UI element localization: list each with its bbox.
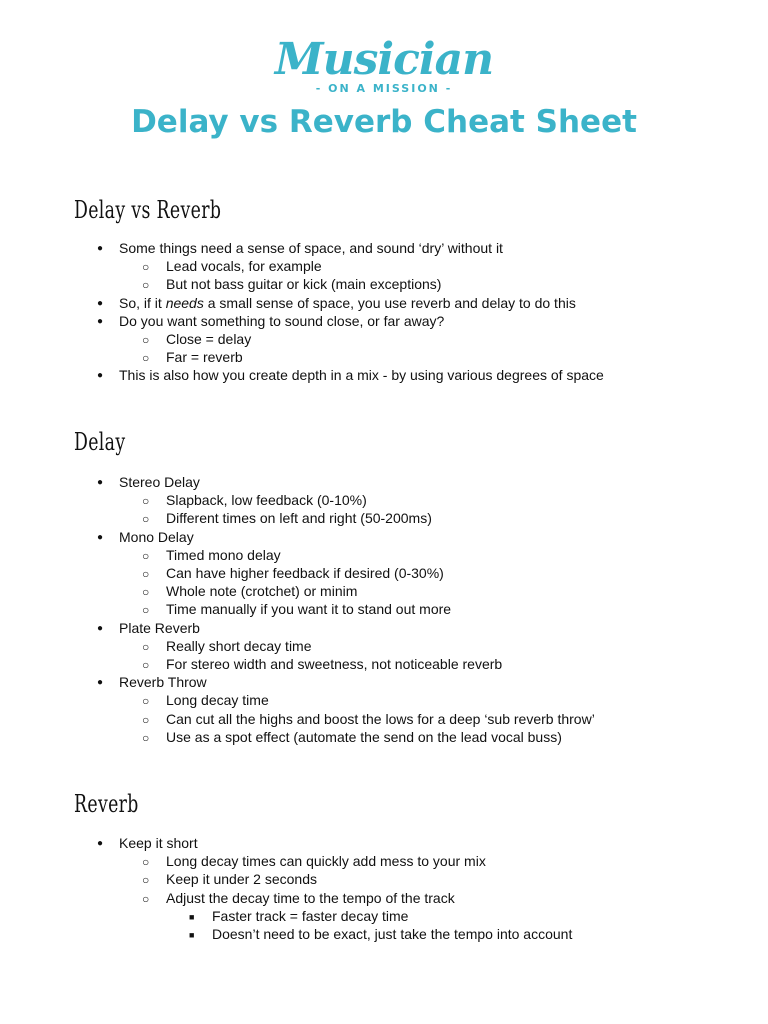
bullet-circle-icon: ○ bbox=[142, 512, 150, 527]
list-item-text: So, if it bbox=[119, 294, 166, 311]
bullet-square-icon: ■ bbox=[189, 911, 195, 922]
bullet-circle-icon: ○ bbox=[142, 333, 150, 348]
list-item bbox=[0, 564, 595, 582]
list-item bbox=[0, 366, 604, 384]
bullet-dot-icon: ● bbox=[97, 370, 104, 382]
list-item bbox=[0, 925, 572, 943]
list-item bbox=[0, 834, 572, 852]
list-item-text: This is also how you create depth in a mix - by using various degrees of space bbox=[119, 367, 604, 384]
list-item bbox=[0, 691, 595, 709]
list-item bbox=[0, 312, 604, 330]
bullet-circle-icon: ○ bbox=[142, 494, 150, 509]
list-item-text: Whole note (crotchet) or minim bbox=[166, 583, 358, 600]
list-item-text: Adjust the decay time to the tempo of the track bbox=[166, 889, 455, 906]
bullet-square-icon: ■ bbox=[189, 930, 195, 941]
bullet-dot-icon: ● bbox=[97, 677, 104, 689]
list-item bbox=[0, 870, 572, 888]
list-item-text: Really short decay time bbox=[166, 637, 312, 654]
bullet-dot-icon: ● bbox=[97, 297, 104, 309]
list-item-text: But not bass guitar or kick (main exceptions) bbox=[166, 276, 442, 293]
list-item bbox=[0, 491, 595, 509]
list-item-text: Stereo Delay bbox=[119, 474, 200, 490]
list-item bbox=[0, 275, 604, 293]
list-item-text: a small sense of space, you use reverb and delay to do this bbox=[203, 294, 576, 311]
list-item-text: Can have higher feedback if desired (0-30%) bbox=[166, 565, 444, 582]
list-item bbox=[0, 239, 604, 257]
list-item bbox=[0, 637, 595, 655]
list-item bbox=[0, 473, 595, 491]
bullet-circle-icon: ○ bbox=[142, 603, 150, 618]
bullet-circle-icon: ○ bbox=[142, 855, 150, 870]
bullet-circle-icon: ○ bbox=[142, 694, 150, 709]
bullet-dot-icon: ● bbox=[97, 838, 104, 849]
list-item bbox=[0, 655, 595, 673]
list-item-text: Lead vocals, for example bbox=[166, 258, 322, 275]
bullet-circle-icon: ○ bbox=[142, 585, 150, 600]
list-item-text: Keep it short bbox=[119, 835, 198, 851]
list-item-text: Doesn’t need to be exact, just take the tempo into account bbox=[212, 926, 573, 943]
list-item bbox=[0, 619, 595, 637]
brand-logo bbox=[0, 34, 768, 95]
list-item-text: Long decay times can quickly add mess to your mix bbox=[166, 853, 486, 870]
bullet-dot-icon: ● bbox=[97, 622, 104, 634]
bullet-dot-icon: ● bbox=[97, 477, 104, 488]
bullet-circle-icon: ○ bbox=[142, 351, 150, 366]
section-heading-delay: Delay bbox=[74, 428, 126, 456]
list-item-text: Keep it under 2 seconds bbox=[166, 871, 317, 888]
list-item-text: Close = delay bbox=[166, 331, 252, 348]
bullet-dot-icon: ● bbox=[97, 243, 104, 254]
list-item bbox=[0, 330, 604, 348]
list-item-text: Slapback, low feedback (0-10%) bbox=[166, 492, 367, 509]
list-item bbox=[0, 728, 595, 746]
bullet-circle-icon: ○ bbox=[142, 712, 150, 727]
section-heading-reverb: Reverb bbox=[74, 790, 139, 818]
list-item bbox=[0, 907, 572, 925]
list-item-text: Different times on left and right (50-200ms) bbox=[166, 510, 432, 527]
bullet-dot-icon: ● bbox=[97, 315, 104, 327]
bullet-circle-icon: ○ bbox=[142, 260, 150, 275]
bullet-circle-icon: ○ bbox=[142, 891, 150, 906]
page-title: Delay vs Reverb Cheat Sheet bbox=[131, 104, 637, 140]
list-item bbox=[0, 673, 595, 691]
list-item bbox=[0, 582, 595, 600]
list-item-text: For stereo width and sweetness, not noticeable reverb bbox=[166, 656, 503, 673]
list-item bbox=[0, 600, 595, 618]
list-item-text: Faster track = faster decay time bbox=[212, 907, 409, 924]
bullet-circle-icon: ○ bbox=[142, 548, 150, 563]
list-item bbox=[0, 528, 595, 546]
section-heading-delay-vs-reverb: Delay vs Reverb bbox=[74, 196, 222, 224]
list-item-text: Some things need a sense of space, and sound ‘dry’ without it bbox=[119, 240, 503, 256]
logo-tagline: - ON A MISSION - bbox=[315, 82, 453, 95]
list-item-text: Timed mono delay bbox=[166, 546, 281, 563]
list-item bbox=[0, 348, 604, 366]
list-item bbox=[0, 257, 604, 275]
list-item-text: Use as a spot effect (automate the send on the lead vocal buss) bbox=[166, 728, 562, 745]
list-item-text: Can cut all the highs and boost the lows for a deep ‘sub reverb throw’ bbox=[166, 710, 595, 727]
bullet-circle-icon: ○ bbox=[142, 730, 150, 745]
list-item-text: Far = reverb bbox=[166, 349, 243, 366]
bullet-list-delay bbox=[0, 473, 595, 746]
list-item-text: Mono Delay bbox=[119, 528, 194, 545]
bullet-list-delay-vs-reverb bbox=[0, 239, 604, 385]
list-item-text: Do you want something to sound close, or far away? bbox=[119, 312, 445, 329]
list-item bbox=[0, 546, 595, 564]
list-item-text: Plate Reverb bbox=[119, 619, 200, 636]
list-item bbox=[0, 509, 595, 527]
list-item-text: Reverb Throw bbox=[119, 674, 207, 691]
bullet-circle-icon: ○ bbox=[142, 567, 150, 582]
list-item bbox=[0, 294, 604, 312]
list-item bbox=[0, 889, 572, 907]
list-item bbox=[0, 710, 595, 728]
bullet-dot-icon: ● bbox=[97, 531, 104, 543]
bullet-circle-icon: ○ bbox=[142, 278, 150, 293]
list-item bbox=[0, 852, 572, 870]
bullet-circle-icon: ○ bbox=[142, 658, 150, 673]
logo-wordmark: Musician bbox=[274, 34, 494, 85]
bullet-circle-icon: ○ bbox=[142, 873, 150, 888]
list-item-text: Long decay time bbox=[166, 692, 269, 709]
bullet-list-reverb bbox=[0, 834, 572, 943]
list-item-text: needs bbox=[165, 294, 204, 311]
list-item-text: Time manually if you want it to stand out more bbox=[166, 601, 452, 618]
bullet-circle-icon: ○ bbox=[142, 639, 150, 654]
